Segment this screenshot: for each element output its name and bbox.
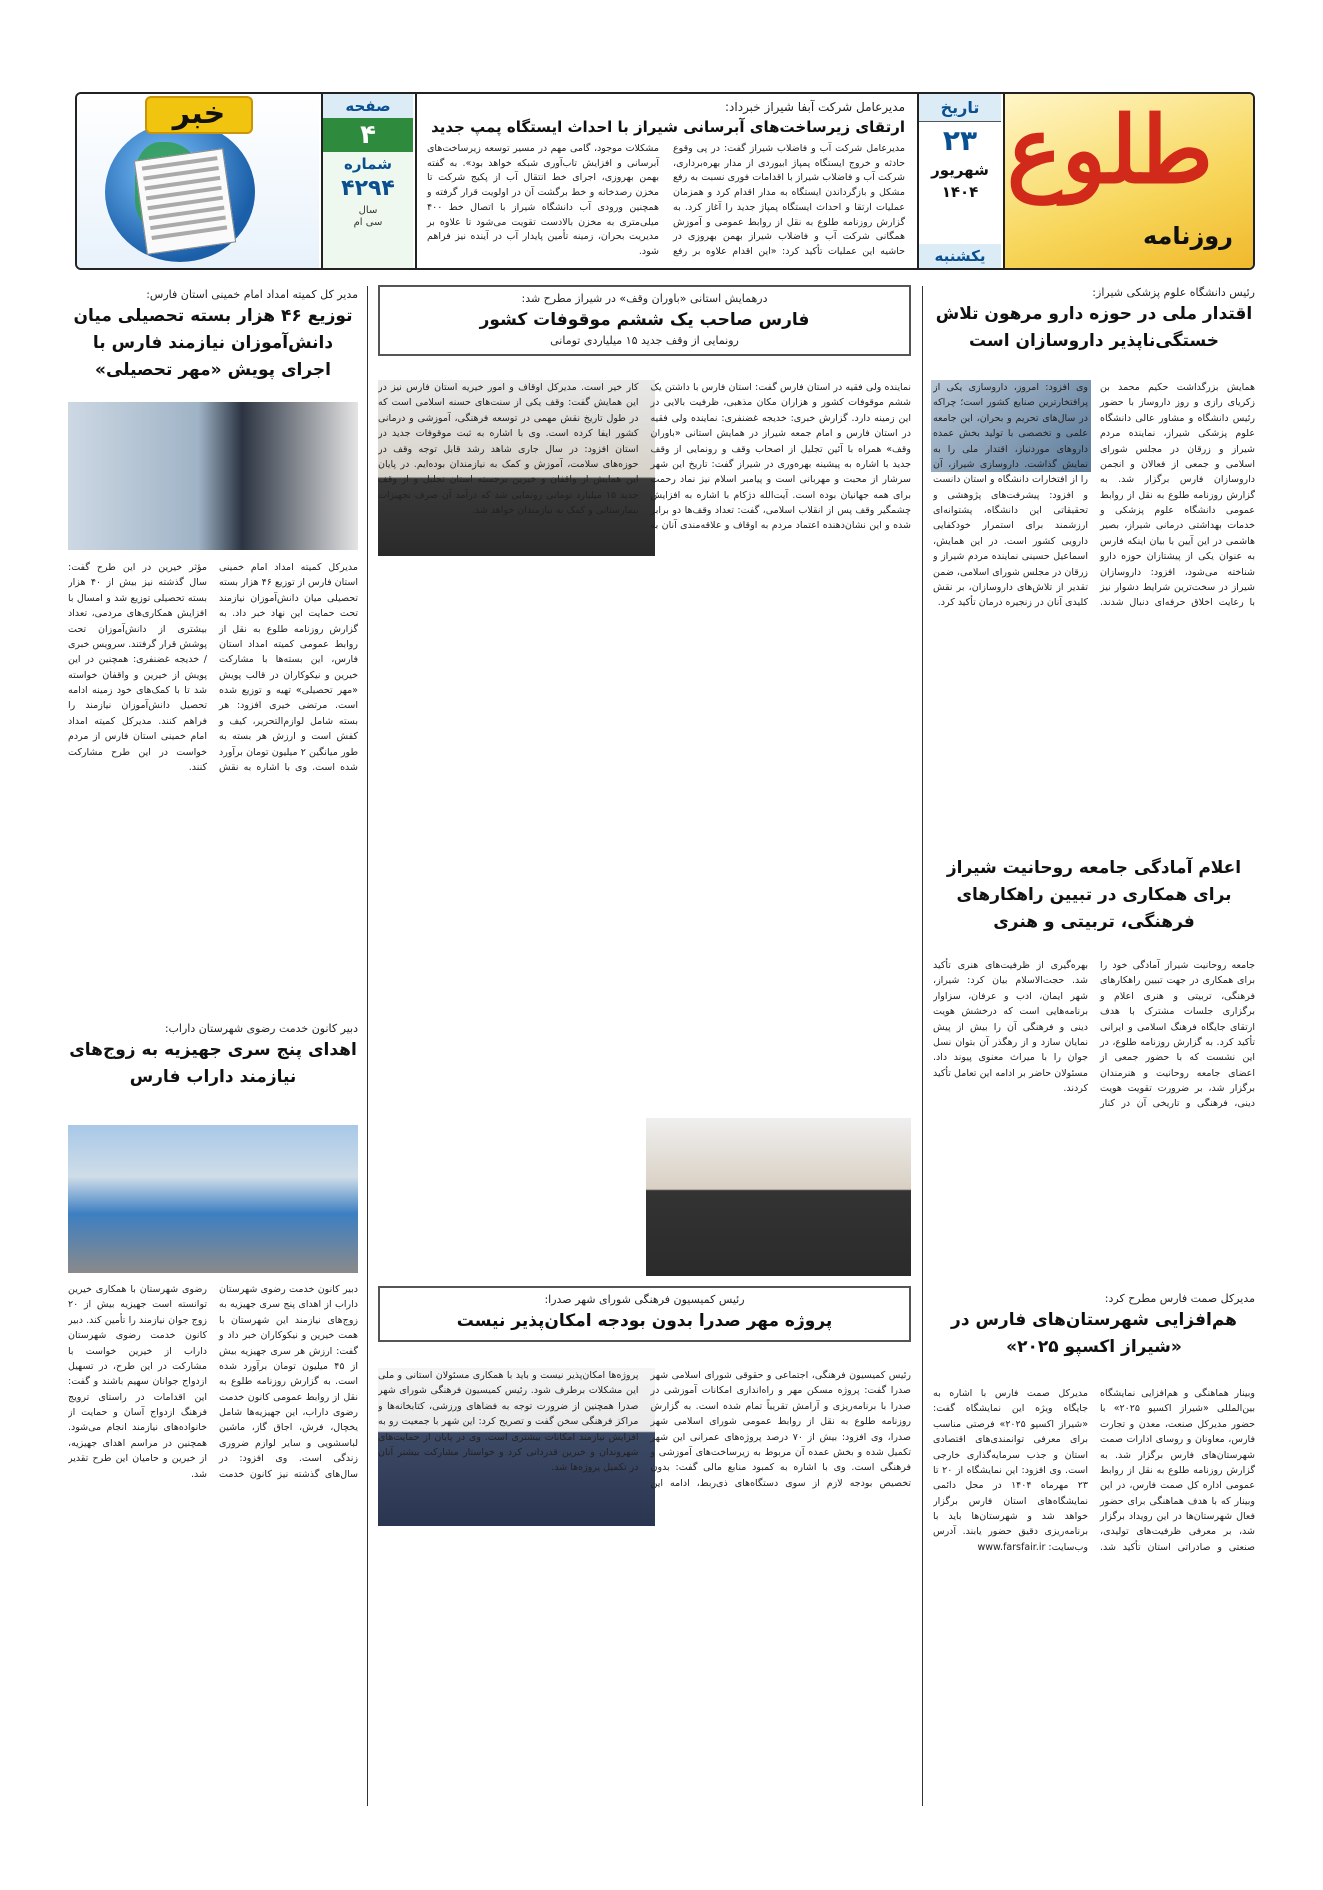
article-body: نماینده ولی فقیه در استان فارس گفت: استان فارس با داشتن یک ششم موقوفات کشور و هزاران مکان مذهبی، ظرفیت بالایی در این زمینه دارد. گزارش خبری: خدیجه غضنفری: نماینده ولی فقیه در استان فارس و امام جمعه شیراز در همایش استانی «باوران وقف» همراه با آئین تجلیل از اصحاب وقف و رونمایی از وقف جدید با اشاره به پیشینه بهره‌وری در شیراز گفت: تاریخ این شهر سرشار از محبت و مهربانی است و پیامبر اسلام نیز نماد رحمت برای همه جهانیان بوده است. آیت‌الله دژکام با اشاره به افزایش چشمگیر وقف پس از انقلاب اسلامی، گفت: تعداد وقف‌ها دو برابر شده و این نشان‌دهنده اعتماد مردم به اوقاف و علاقه‌مندی آنان به کار خیر است. مدیرکل اوقاف و امور خیریه استان فارس نیز در این همایش گفت: وقف یکی از سنت‌های حسنه اسلامی است که در طول تاریخ نقش مهمی در توسعه فرهنگی، آموزشی و درمانی کشور ایفا کرده است. وی با اشاره به ثبت موقوفات جدید در استان افزود: در سال جاری شاهد رشد قابل توجه وقف در حوزه‌های سلامت، آموزش و کمک به نیازمندان بوده‌ایم. در پایان این همایش از واقفان و خیرین برجسته استان تجلیل و از وقف جدید ۱۵ میلیارد تومانی رونمایی شد که درآمد آن صرف تجهیزات بیمارستانی و کمک به نیازمندان خواهد شد. bbox=[378, 382, 911, 532]
headline-kicker: مدیرعامل شرکت آبفا شیراز خبرداد: bbox=[725, 100, 905, 114]
article-title: توزیع ۴۶ هزار بسته تحصیلی میان دانش‌آموزان نیازمند فارس با اجرای پویش «مهر تحصیلی» bbox=[73, 306, 353, 381]
article-left-2 bbox=[68, 1022, 358, 1091]
article-title: فارس صاحب یک ششم موقوفات کشور bbox=[479, 310, 810, 330]
article-title: هم‌افزایی شهرستان‌های فارس در «شیراز اکسپو ۲۰۲۵» bbox=[951, 1310, 1237, 1358]
newspaper-icon bbox=[134, 148, 236, 255]
article-right-1 bbox=[933, 286, 1255, 355]
page-number: ۴ bbox=[323, 118, 413, 152]
article-body: رئیس کمیسیون فرهنگی، اجتماعی و حقوقی شورای اسلامی شهر صدرا گفت: پروژه مسکن مهر و راه‌اندازی امکانات آموزشی در صدرا با برنامه‌ریزی و آرامش تقریباً تمام شده است. به گزارش روزنامه طلوع به نقل از روابط عمومی شورای اسلامی شهر صدرا، وی افزود: بیش از ۷۰ درصد پروژه‌های عمرانی این شهر تکمیل شده و بخش عمده آن مربوط به زیرساخت‌های آموزشی و فرهنگی است. وی با اشاره به کمبود منابع مالی گفت: بدون تخصیص بودجه لازم از سوی دستگاه‌های ذی‌ربط، ادامه این پروژه‌ها امکان‌پذیر نیست و باید با همکاری مسئولان استانی و ملی این مشکلات برطرف شود. رئیس کمیسیون فرهنگی شورای شهر صدرا همچنین از ضرورت توجه به فضاهای ورزشی، کتابخانه‌ها و مراکز فرهنگی سخن گفت و تصریح کرد: این شهر با جمعیت رو به افزایش نیازمند امکانات بیشتری است. وی در پایان از حمایت‌های شهروندان و خیرین قدردانی کرد و خواستار مشارکت بیشتر آنان در تکمیل پروژه‌ها شد. bbox=[378, 1370, 911, 1489]
article-body: جامعه روحانیت شیراز آمادگی خود را برای همکاری در جهت تبیین راهکارهای فرهنگی، تربیتی و هنری اعلام و برگزاری جلسات مشترک با هدف ارتقای جایگاه فرهنگ اسلامی و ایرانی تأکید کرد. به گزارش روزنامه طلوع، در این نشست که با حضور جمعی از اعضای جامعه روحانیت و هنرمندان برگزار شد، بر ضرورت تقویت هویت دینی، فرهنگی و تاریخی آن در کنار بهره‌گیری از ظرفیت‌های هنری تأکید شد. حجت‌الاسلام بیان کرد: شیراز، شهر ایمان، ادب و عرفان، سزاوار برنامه‌هایی است که درخشش هویت دینی و فرهنگی آن را بیش از پیش نمایان سازد و از رهگذر آن بتوان نسل جوان را با میراث معنوی پیوند داد. مسئولان حاضر بر ادامه این تعامل تأکید کردند. bbox=[933, 960, 1255, 1110]
logo-title: طلوع bbox=[1006, 96, 1213, 204]
headline-news bbox=[415, 94, 915, 268]
article-title: اقتدار ملی در حوزه دارو مرهون تلاش خستگی‌ناپذیر داروسازان است bbox=[935, 304, 1253, 352]
article-kicker: مدیرکل صمت فارس مطرح کرد: bbox=[1104, 1292, 1255, 1305]
column-divider bbox=[922, 286, 923, 1806]
article-body: همایش بزرگداشت حکیم محمد بن زکریای رازی و روز داروساز با حضور رئیس دانشگاه و مشاور عالی دانشگاه علوم پزشکی شیراز، نماینده مردم شیراز و زرقان در مجلس شورای اسلامی و جمعی از فعالان و انجمن داروسازان فارس برگزار شد. به گزارش روزنامه طلوع به نقل از روابط عمومی دانشگاه علوم پزشکی و خدمات بهداشتی درمانی شیراز، بصیر هاشمی در این آیین با بیان اینکه فارس به عنوان یکی از پیشتازان حوزه دارو شناخته می‌شود، افزود: داروسازان شیراز در سخت‌ترین شرایط دشوار نیز با رعایت اخلاق حرفه‌ای دنبال شدند. وی افزود: امروز، داروسازی یکی از پرافتخارترین صنایع کشور است؛ چراکه در سال‌های تحریم و بحران، این جامعه علمی و تخصصی با تولید بخش عمده داروهای موردنیاز، اقتدار ملی را به نمایش گذاشت. داروسازی شیراز، آن را از افتخارات دانشگاه و استان دانست و افزود: پیشرفت‌های پژوهشی و تحقیقاتی این دانشگاه، پشتوانه‌ای ارزشمند برای استمرار خودکفایی دارویی کشور است. در این همایش، اسماعیل حسینی نماینده مردم شیراز و زرقان در مجلس شورای اسلامی، ضمن تقدیر از تلاش‌های داروسازان، بر نقش کلیدی آنان در زنجیره درمان تأکید کرد. bbox=[933, 382, 1255, 609]
article-photo bbox=[68, 402, 358, 550]
article-title: پروژه مهر صدرا بدون بودجه امکان‌پذیر نیست bbox=[456, 1311, 833, 1331]
date-day: ۲۳ bbox=[942, 124, 978, 157]
article-body: مدیرکل کمیته امداد امام خمینی استان فارس از توزیع ۴۶ هزار بسته تحصیلی میان دانش‌آموزان نیازمند تحت حمایت این نهاد خبر داد. به گزارش روزنامه طلوع به نقل از روابط عمومی کمیته امداد استان فارس، این بسته‌ها با مشارکت خیرین و نیکوکاران در قالب پویش «مهر تحصیلی» تهیه و توزیع شده است. مرتضی خیری افزود: هر بسته شامل لوازم‌التحریر، کیف و کفش است و ارزش هر بسته به طور میانگین ۲ میلیون تومان برآورد شده است. وی با اشاره به نقش مؤثر خیرین در این طرح گفت: سال گذشته نیز بیش از ۴۰ هزار بسته تحصیلی توزیع شد و امسال با افزایش همکاری‌های مردمی، تعداد بیشتری از دانش‌آموزان تحت پوشش قرار گرفتند. سرویس خبری / خدیجه غضنفری: همچنین در این پویش از خیرین و واقفان خواسته شد تا با کمک‌های خود زمینه ادامه تحصیل دانش‌آموزان نیازمند را فراهم کنند. مدیرکل کمیته امداد امام خمینی استان فارس از مردم خواست در این طرح مشارکت کنند. bbox=[68, 562, 358, 773]
date-year: ۱۴۰۴ bbox=[941, 183, 979, 201]
article-mid-1-header bbox=[378, 285, 911, 356]
article-kicker: رئیس کمیسیون فرهنگی شورای شهر صدرا: bbox=[544, 1293, 745, 1306]
date-weekday: یکشنبه bbox=[919, 244, 1001, 268]
section-label: خبر bbox=[145, 96, 253, 134]
headline-title: ارتقای زیرساخت‌های آبرسانی شیراز با احداث ایستگاه پمپ جدید bbox=[431, 118, 905, 136]
article-title: اهدای پنج سری جهیزیه به زوج‌های نیازمند داراب فارس bbox=[69, 1040, 357, 1088]
article-kicker: رئیس دانشگاه علوم پزشکی شیراز: bbox=[1092, 286, 1255, 299]
date-month: شهریور bbox=[931, 161, 989, 179]
article-photo bbox=[68, 1125, 358, 1273]
article-mid-2-header bbox=[378, 1286, 911, 1342]
article-left-1 bbox=[68, 288, 358, 385]
masthead bbox=[75, 92, 1255, 270]
article-title: اعلام آمادگی جامعه روحانیت شیراز برای همکاری در تبیین راهکارهای فرهنگی، تربیتی و هنری bbox=[946, 858, 1242, 933]
newspaper-logo bbox=[1003, 94, 1253, 268]
article-kicker: دبیر کانون خدمت رضوی شهرستان داراب: bbox=[164, 1022, 358, 1035]
year-text: سال سی ام bbox=[353, 205, 383, 228]
article-right-3 bbox=[933, 1292, 1255, 1361]
issue-number: ۴۲۹۴ bbox=[341, 176, 395, 201]
article-kicker: مدیر کل کمیته امداد امام خمینی استان فارس: bbox=[146, 288, 358, 301]
article-kicker: درهمایش استانی «باوران وقف» در شیراز مطرح شد: bbox=[521, 292, 768, 305]
date-box bbox=[917, 94, 1001, 268]
issue-label: شماره bbox=[344, 155, 392, 173]
article-subtitle: رونمایی از وقف جدید ۱۵ میلیاردی تومانی bbox=[550, 334, 739, 348]
logo-subtitle: روزنامه bbox=[1143, 222, 1233, 250]
issue-box bbox=[321, 94, 413, 268]
column-divider bbox=[367, 286, 368, 1806]
article-right-2 bbox=[933, 855, 1255, 937]
section-badge bbox=[75, 94, 319, 268]
article-body: دبیر کانون خدمت رضوی شهرستان داراب از اهدای پنج سری جهیزیه به زوج‌های نیازمند این شهرستان با همت خیرین و نیکوکاران خبر داد و گفت: ارزش هر سری جهیزیه بیش از ۴۵ میلیون تومان برآورد شده است. به گزارش روزنامه طلوع به نقل از روابط عمومی کانون خدمت رضوی داراب، این جهیزیه‌ها شامل یخچال، فرش، اجاق گاز، ماشین لباسشویی و سایر لوازم ضروری زندگی است. وی افزود: در سال‌های گذشته نیز کانون خدمت رضوی شهرستان با همکاری خیرین توانسته است جهیزیه بیش از ۲۰ زوج جوان نیازمند را تأمین کند. دبیر کانون خدمت رضوی شهرستان داراب از خیرین خواست با مشارکت در این طرح، در تسهیل ازدواج جوانان سهیم باشند و گفت: این اقدامات در راستای ترویج فرهنگ ازدواج آسان و حمایت از خانواده‌های نیازمند انجام می‌شود. همچنین در مراسم اهدای جهیزیه، از خیرین و حامیان این طرح تقدیر شد. bbox=[68, 1284, 358, 1480]
date-label: تاریخ bbox=[919, 94, 1001, 122]
page-label: صفحه bbox=[323, 94, 413, 118]
article-body: وبینار هماهنگی و هم‌افزایی نمایشگاه بین‌المللی «شیراز اکسپو ۲۰۲۵» با حضور مدیرکل صنعت، معدن و تجارت فارس، معاونان و روسای ادارات صمت شهرستان‌های فارس برگزار شد. به گزارش روزنامه طلوع به نقل از روابط عمومی اداره کل صمت فارس، در این وبینار که با هدف هماهنگی برای حضور فعال شهرستان‌ها در این رویداد برگزار شد، بر معرفی ظرفیت‌های تولیدی، صنعتی و صادراتی استان تأکید شد. مدیرکل صمت فارس با اشاره به جایگاه ویژه این نمایشگاه گفت: «شیراز اکسپو ۲۰۲۵» فرصتی مناسب برای معرفی توانمندی‌های اقتصادی استان و جذب سرمایه‌گذاری خارجی است. وی افزود: این نمایشگاه از ۲۰ تا ۲۳ مهرماه ۱۴۰۴ در محل دائمی نمایشگاه‌های استان فارس برگزار خواهد شد و شهرستان‌ها باید با برنامه‌ریزی دقیق حضور یابند. آدرس وب‌سایت: www.farsfair.ir bbox=[933, 1388, 1255, 1553]
headline-body: مدیرعامل شرکت آب و فاضلاب شیراز گفت: در پی وقوع حادثه و خروج ایستگاه پمپاژ ابیوردی از مدار بهره‌برداری، شرکت آب و فاضلاب شیراز با اقدامات فوری نسبت به رفع مشکل و بازگرداندن ایستگاه به مدار اقدام کرد و همزمان عملیات ارتقا و احداث ایستگاه پمپاژ جدید را آغاز کرد. به گزارش روزنامه طلوع به نقل از روابط عمومی و آموزش همگانی شرکت آب و فاضلاب شیراز بهمن بهروزی در حاشیه این عملیات تأکید کرد: «این اقدام علاوه بر رفع مشکلات موجود، گامی مهم در مسیر توسعه زیرساخت‌های آبرسانی و افزایش تاب‌آوری شبکه خواهد بود». به گفته بهمن بهروزی، اجرای خط انتقال آب از پکیج شرکت تا مخزن رصدخانه و خط برگشت آن در اولویت قرار گرفته و همچنین ورودی آب دانشگاه شیراز با اتصال خط ۴۰۰ میلی‌متری به مخزن بالادست تقویت می‌شود تا علاوه بر مدیریت بحران، زمینه تأمین پایدار آب در آینده نیز فراهم شود. bbox=[427, 143, 905, 258]
